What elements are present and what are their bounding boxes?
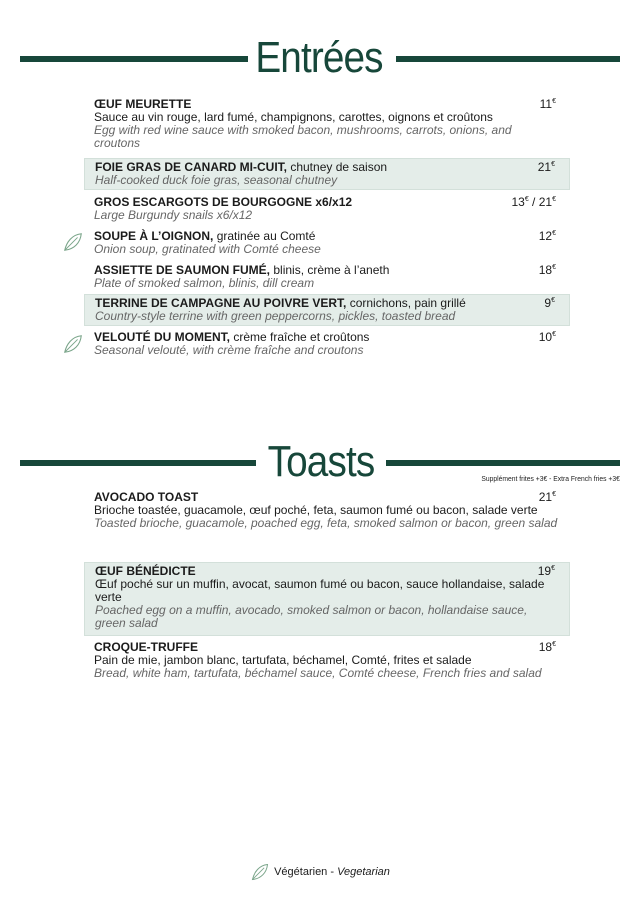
item-price: 13€ / 21€: [511, 195, 556, 209]
heading-rule-right: [386, 460, 620, 466]
fries-supplement-note: Supplément frites +3€ - Extra French fries +3€: [481, 474, 620, 483]
item-name: AVOCADO TOAST: [94, 490, 199, 504]
legend-label-fr: Végétarien -: [274, 865, 338, 878]
item-description-en: Onion soup, gratinated with Comté cheese: [94, 242, 321, 256]
item-description-en: Toasted brioche, guacamole, poached egg, feta, smoked salmon or bacon, green salad: [94, 516, 558, 530]
toasts-heading-row: [0, 434, 640, 494]
vegetarian-legend: [0, 862, 640, 882]
item-name: ASSIETTE DE SAUMON FUMÉ,: [94, 263, 271, 277]
item-accompaniment: blinis, crème à l’aneth: [270, 263, 390, 277]
item-description-en: Seasonal velouté, with crème fraîche and croutons: [94, 343, 364, 357]
entrees-heading-row: [0, 30, 640, 90]
menu-item: [84, 329, 570, 359]
menu-item: [84, 262, 570, 292]
item-name: CROQUE-TRUFFE: [94, 640, 198, 654]
item-accompaniment: gratinée au Comté: [213, 229, 316, 243]
item-price: 18€: [538, 640, 556, 654]
item-price: 9€: [544, 296, 555, 310]
item-name: ŒUF MEURETTE: [94, 97, 192, 111]
section-title-entrees: Entrées: [255, 33, 383, 82]
item-description-en: Poached egg on a muffin, avocado, smoked salmon or bacon, hollandaise sauce, green salad: [95, 603, 528, 630]
heading-rule-left: [20, 460, 256, 466]
menu-item-highlighted: [84, 562, 570, 636]
item-price: 10€: [538, 330, 556, 344]
item-description-en: Bread, white ham, tartufata, béchamel sauce, Comté cheese, French fries and salad: [94, 666, 542, 680]
item-description-fr: Brioche toastée, guacamole, œuf poché, feta, saumon fumé ou bacon, salade verte: [94, 503, 538, 517]
item-name: ŒUF BÉNÉDICTE: [95, 564, 196, 578]
item-description-fr: Pain de mie, jambon blanc, tartufata, béchamel, Comté, frites et salade: [94, 653, 472, 667]
item-accompaniment: crème fraîche et croûtons: [230, 330, 370, 344]
leaf-icon: [250, 862, 270, 882]
item-price: 18€: [538, 263, 556, 277]
item-description-fr: Œuf poché sur un muffin, avocat, saumon fumé ou bacon, sauce hollandaise, salade verte: [95, 577, 545, 604]
leaf-icon: [62, 231, 84, 253]
item-price: 21€: [538, 490, 556, 504]
heading-rule-left: [20, 56, 248, 62]
item-price: 21€: [537, 160, 555, 174]
menu-item-highlighted: [84, 158, 570, 190]
item-price: 19€: [537, 564, 555, 578]
item-name: TERRINE DE CAMPAGNE AU POIVRE VERT,: [95, 296, 347, 310]
item-description-en: Plate of smoked salmon, blinis, dill cream: [94, 276, 315, 290]
item-description-en: Country-style terrine with green peppercorns, pickles, toasted bread: [95, 309, 456, 323]
legend-label-en: Vegetarian: [337, 865, 390, 878]
item-name: VELOUTÉ DU MOMENT,: [94, 330, 231, 344]
item-description-en: Large Burgundy snails x6/x12: [94, 208, 253, 222]
menu-item: [84, 228, 570, 258]
item-accompaniment: chutney de saison: [287, 160, 388, 174]
heading-rule-right: [396, 56, 620, 62]
item-price: 12€: [538, 229, 556, 243]
item-description-fr: Sauce au vin rouge, lard fumé, champignons, carottes, oignons et croûtons: [94, 110, 493, 124]
item-name: SOUPE À L’OIGNON,: [94, 229, 214, 243]
item-description-en: Egg with red wine sauce with smoked bacon, mushrooms, carrots, onions, and croutons: [94, 123, 512, 150]
item-name: GROS ESCARGOTS DE BOURGOGNE x6/x12: [94, 195, 353, 209]
item-accompaniment: cornichons, pain grillé: [346, 296, 466, 310]
menu-item: [84, 489, 570, 532]
menu-item: [84, 96, 570, 152]
leaf-icon: [62, 333, 84, 355]
item-price: 11€: [539, 97, 556, 111]
item-description-en: Half-cooked duck foie gras, seasonal chutney: [95, 173, 338, 187]
section-title-toasts: Toasts: [267, 437, 375, 486]
item-name: FOIE GRAS DE CANARD MI-CUIT,: [95, 160, 287, 174]
menu-item-highlighted: [84, 294, 570, 326]
menu-item: [84, 194, 570, 224]
menu-item: [84, 639, 570, 682]
